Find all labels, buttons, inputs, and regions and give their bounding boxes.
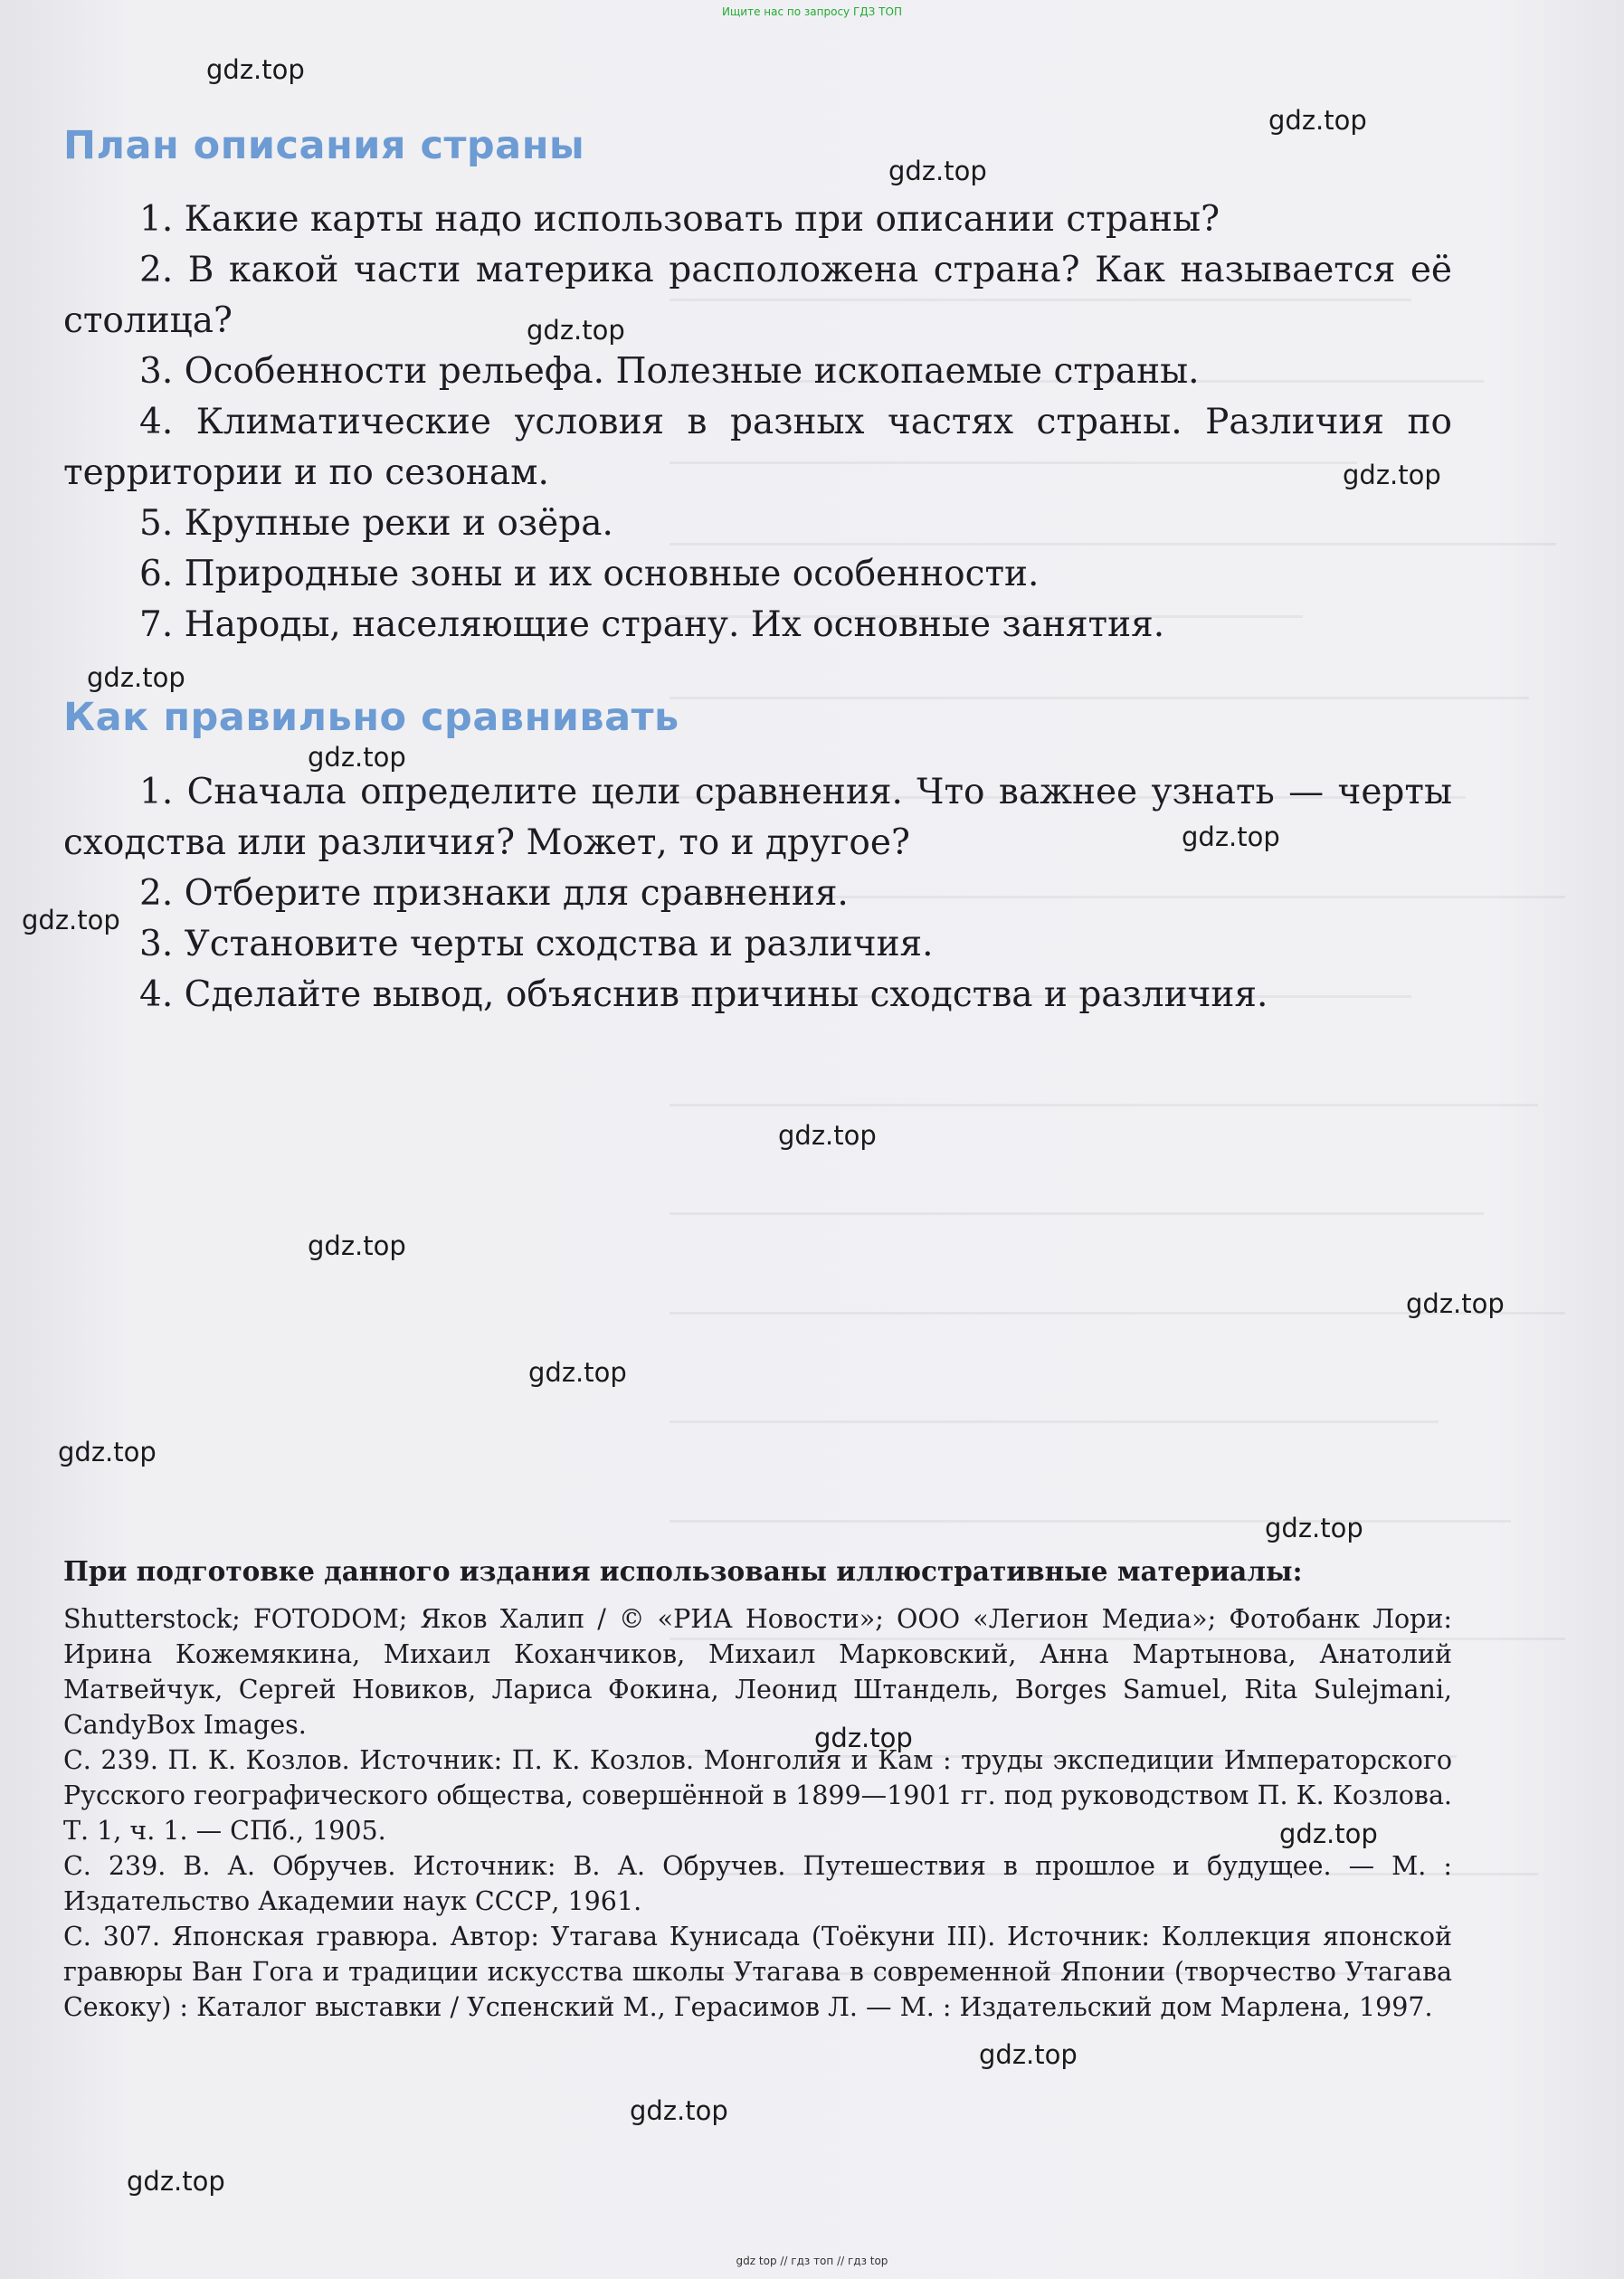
watermark: gdz.top xyxy=(308,1230,406,1261)
watermark: gdz.top xyxy=(630,2095,728,2126)
list-item: 2. Отберите признаки для сравнения. xyxy=(139,873,849,914)
watermark: gdz.top xyxy=(528,1357,627,1388)
credit-paragraph: С. 307. Японская гравюра. Автор: Утагава Кунисада (Тоёкуни III). Источник: Коллекция японской гравюры Ван Гога и традиции искусства школы Утагава в современной Японии (творчество Утагава Секоку) : Каталог выставки / Успенский М., Герасимов Л. — М. : Издательский дом Марлена, 1997. xyxy=(63,1922,1452,2022)
credit-paragraph: С. 239. П. К. Козлов. Источник: П. К. Козлов. Монголия и Кам : труды экспедиции Императорского Русского географического общества, совершённой в 1899—1901 гг. под руководством П. К. Козлова. Т. 1, ч. 1. — СПб., 1905. xyxy=(63,1745,1452,1846)
watermark: gdz.top xyxy=(1343,460,1441,490)
watermark: gdz.top xyxy=(1279,1818,1378,1849)
watermark: gdz.top xyxy=(308,742,406,773)
list-item: 4. Сделайте вывод, объяснив причины сходства и различия. xyxy=(139,974,1268,1015)
watermark: gdz.top xyxy=(1406,1288,1505,1319)
comparison-title: Как правильно сравнивать xyxy=(63,695,679,740)
list-item: 7. Народы, населяющие страну. Их основные занятия. xyxy=(139,604,1165,645)
watermark: gdz.top xyxy=(87,662,185,693)
watermark: gdz.top xyxy=(127,2166,225,2197)
credit-paragraph: С. 239. В. А. Обручев. Источник: В. А. Обручев. Путешествия в прошлое и будущее. — М. : Издательство Академии наук СССР, 1961. xyxy=(63,1851,1452,1916)
top-banner: Ищите нас по запросу ГДЗ ТОП xyxy=(722,5,902,18)
watermark: gdz.top xyxy=(778,1120,877,1151)
list-item: 2. В какой части материка расположена страна? Как называется её столица? xyxy=(63,250,1452,341)
watermark: gdz.top xyxy=(527,315,625,346)
list-item: 1. Какие карты надо использовать при описании страны? xyxy=(139,199,1220,240)
list-item: 4. Климатические условия в разных частях страны. Различия по территории и по сезонам. xyxy=(63,402,1452,493)
list-item: 6. Природные зоны и их основные особенности. xyxy=(139,554,1040,594)
list-item: 3. Особенности рельефа. Полезные ископаемые страны. xyxy=(139,351,1200,392)
watermark: gdz.top xyxy=(1265,1513,1363,1543)
country-plan-list xyxy=(63,195,1452,650)
watermark: gdz.top xyxy=(979,2039,1078,2070)
credits-block xyxy=(63,1554,1452,2025)
watermark: gdz.top xyxy=(1182,821,1280,852)
watermark: gdz.top xyxy=(58,1437,157,1467)
country-plan-title: План описания страны xyxy=(63,123,585,168)
list-item: 1. Сначала определите цели сравнения. Что важнее узнать — черты сходства или различия? Может, то и другое? xyxy=(63,772,1452,863)
comparison-list xyxy=(63,767,1452,1021)
watermark: gdz.top xyxy=(814,1723,913,1753)
credits-heading: При подготовке данного издания использованы иллюстративные материалы: xyxy=(63,1555,1303,1587)
list-item: 3. Установите черты сходства и различия. xyxy=(139,924,934,964)
credit-paragraph: Shutterstock; FOTODOM; Яков Халип / © «РИА Новости»; ООО «Легион Медиа»; Фотобанк Лори: Ирина Кожемякина, Михаил Коханчиков, Михаил Марковский, Анна Мартынова, Анатолий Матвейчук, Сергей Новиков, Лариса Фокина, Леонид Штандель, Borges Samuel, Rita Sulejmani, CandyBox Images. xyxy=(63,1604,1452,1740)
bottom-banner: gdz top // гдз топ // гдз top xyxy=(736,2255,888,2267)
watermark: gdz.top xyxy=(888,156,987,186)
watermark: gdz.top xyxy=(1268,105,1367,136)
list-item: 5. Крупные реки и озёра. xyxy=(139,503,613,544)
watermark: gdz.top xyxy=(206,54,305,85)
watermark: gdz.top xyxy=(22,905,120,935)
